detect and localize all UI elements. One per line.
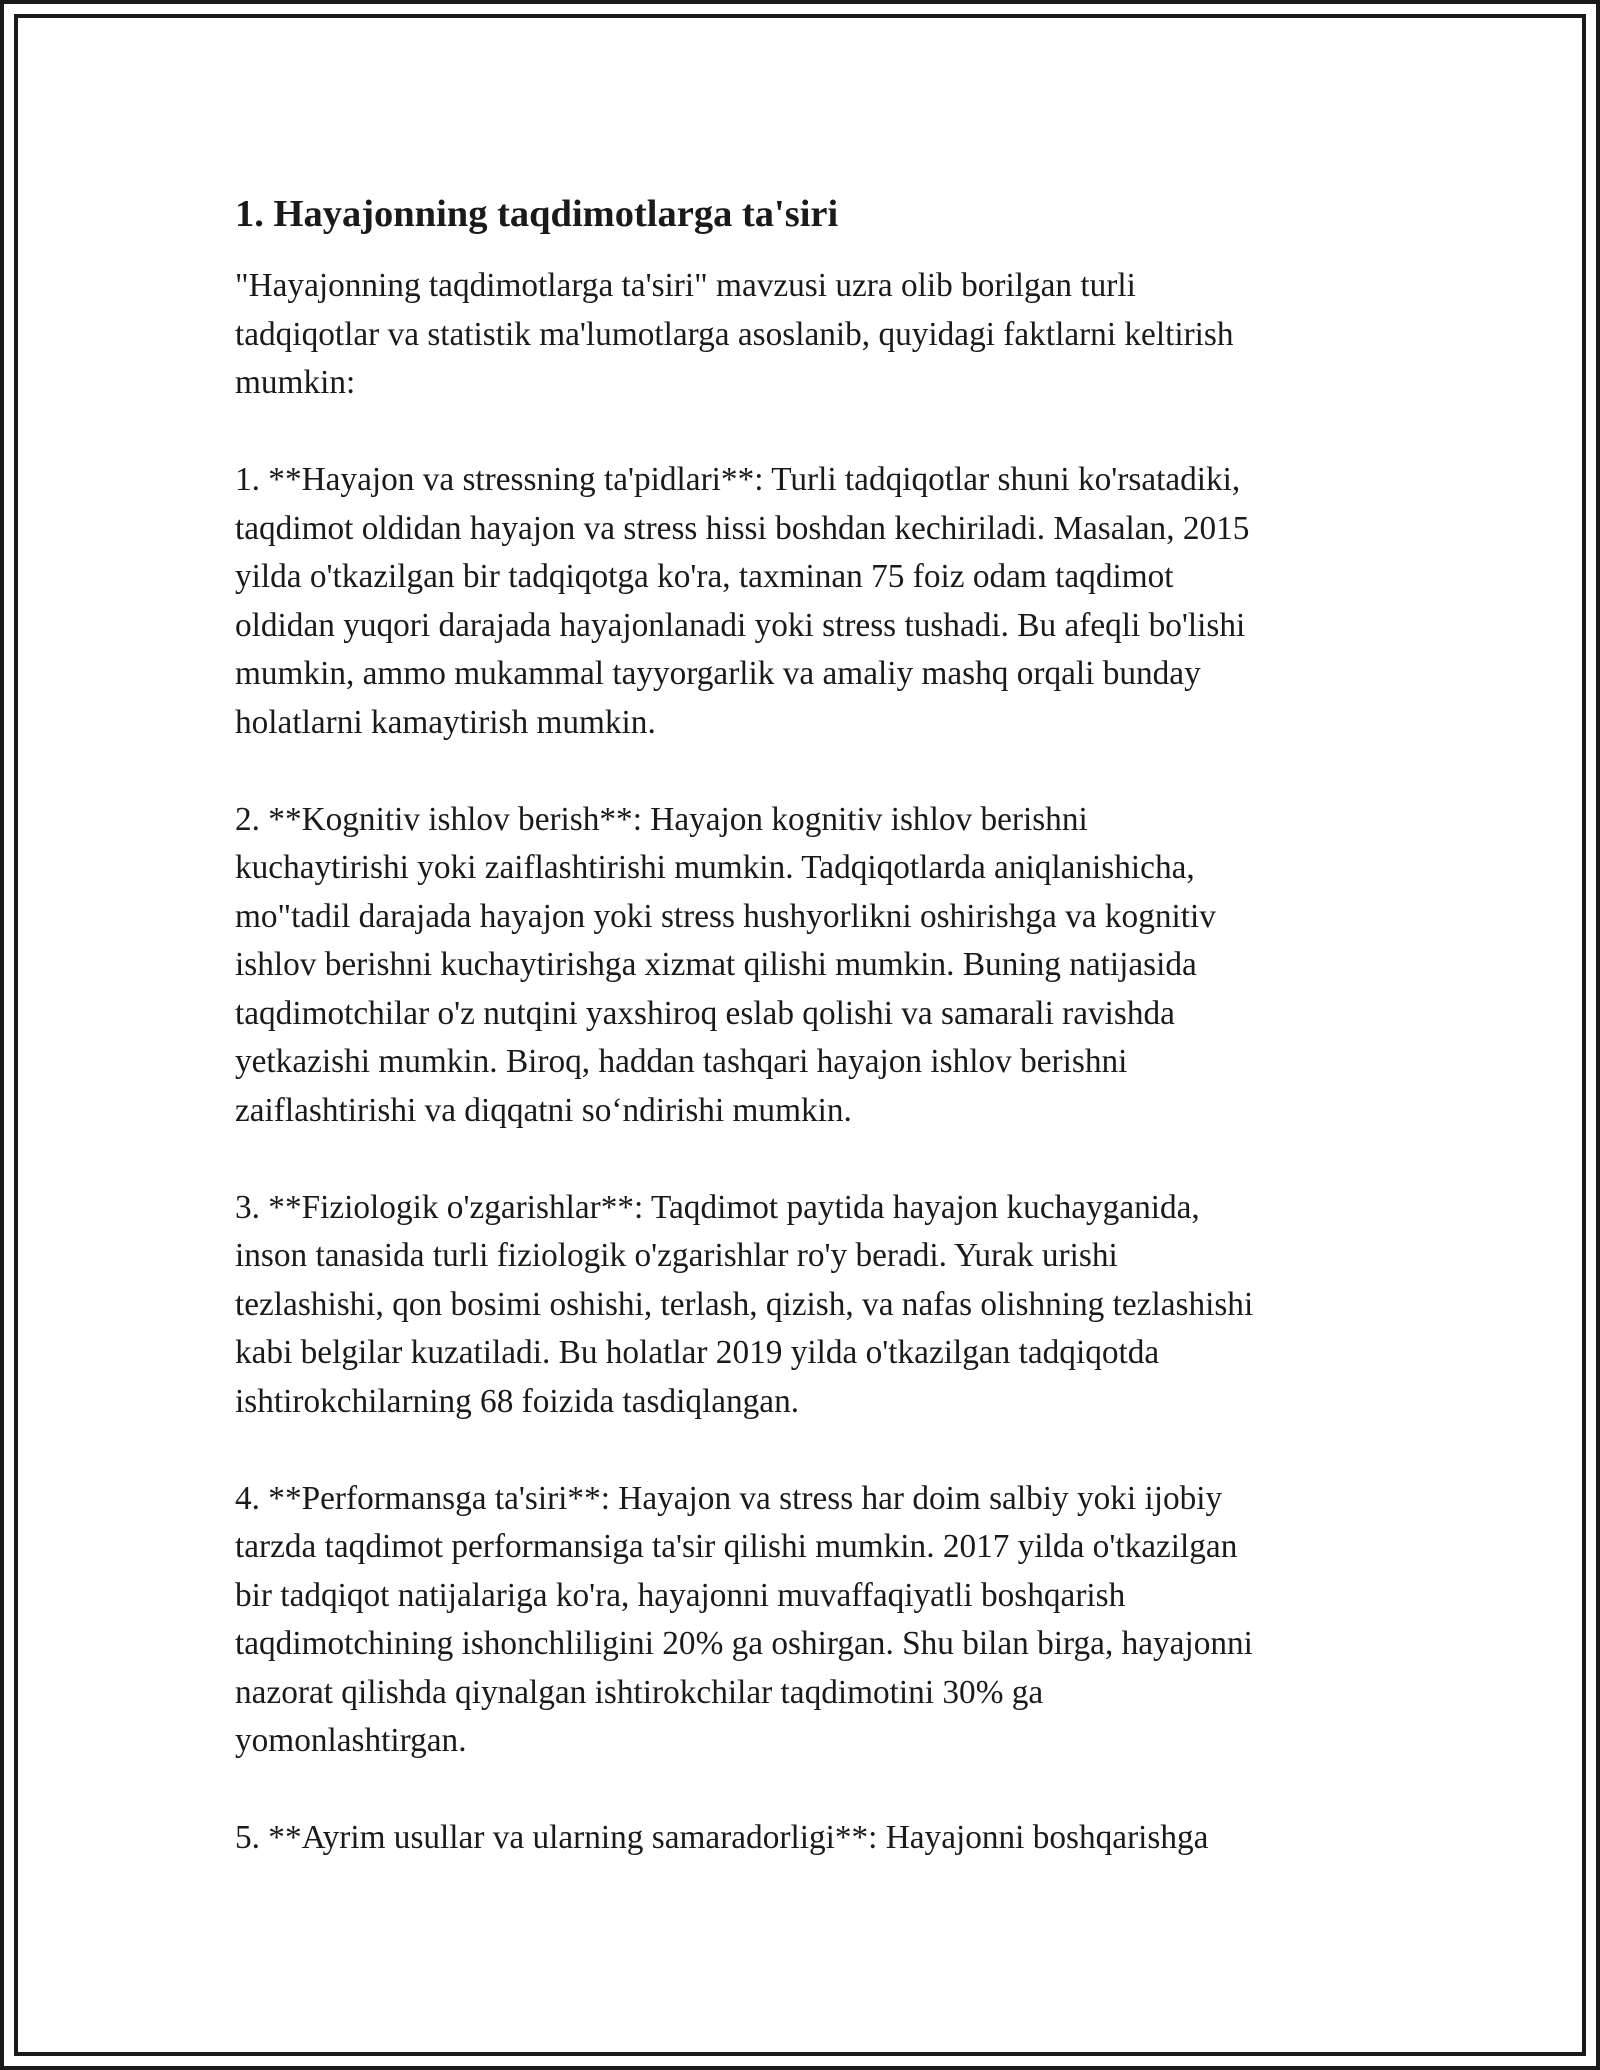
list-item-2-paragraph bbox=[235, 796, 1375, 1136]
text-line: tezlashishi, qon bosimi oshishi, terlash, qizish, va nafas olishning tezlashishi bbox=[235, 1285, 1254, 1323]
list-item-4-paragraph bbox=[235, 1475, 1375, 1766]
list-item-5-paragraph bbox=[235, 1814, 1375, 1863]
text-line: "Hayajonning taqdimotlarga ta'siri" mavzusi uzra olib borilgan turli bbox=[235, 267, 1136, 304]
text-line: inson tanasida turli fiziologik o'zgarishlar ro'y beradi. Yurak urishi bbox=[235, 1237, 1118, 1274]
text-line: taqdimot oldidan hayajon va stress hissi boshdan kechiriladi. Masalan, 2015 bbox=[235, 509, 1250, 547]
text-line: taqdimotchining ishonchliligini 20% ga oshirgan. Shu bilan birga, hayajonni bbox=[235, 1625, 1253, 1662]
text-line: kuchaytirishi yoki zaiflashtirishi mumkin. Tadqiqotlarda aniqlanishicha, bbox=[235, 849, 1195, 886]
intro-paragraph bbox=[235, 262, 1375, 408]
text-line: mumkin, ammo mukammal tayyorgarlik va amaliy mashq orqali bunday bbox=[235, 655, 1201, 692]
list-item-1-paragraph bbox=[235, 456, 1375, 747]
document-body bbox=[235, 186, 1375, 1911]
text-line: tarzda taqdimot performansiga ta'sir qilishi mumkin. 2017 yilda o'tkazilgan bbox=[235, 1528, 1238, 1565]
document-title: 1. Hayajonning taqdimotlarga ta'siri bbox=[235, 193, 839, 235]
text-line: mumkin: bbox=[235, 364, 356, 401]
text-line: yilda o'tkazilgan bir tadqiqotga ko'ra, taxminan 75 foiz odam taqdimot bbox=[235, 558, 1174, 595]
text-line: kabi belgilar kuzatiladi. Bu holatlar 2019 yilda o'tkazilgan tadqiqotda bbox=[235, 1334, 1160, 1371]
text-line: ishtirokchilarning 68 foizida tasdiqlangan. bbox=[235, 1382, 800, 1420]
text-line: taqdimotchilar o'z nutqini yaxshiroq eslab qolishi va samarali ravishda bbox=[235, 994, 1175, 1032]
text-line: oldidan yuqori darajada hayajonlanadi yoki stress tushadi. Bu afeqli bo'lishi bbox=[235, 606, 1246, 644]
text-line: nazorat qilishda qiynalgan ishtirokchilar taqdimotini 30% ga bbox=[235, 1673, 1044, 1711]
text-line: 3. **Fiziologik o'zgarishlar**: Taqdimot paytida hayajon kuchayganida, bbox=[235, 1188, 1200, 1226]
list-item-3-paragraph bbox=[235, 1184, 1375, 1427]
text-line: yetkazishi mumkin. Biroq, haddan tashqari hayajon ishlov berishni bbox=[235, 1043, 1128, 1080]
text-line: 1. **Hayajon va stressning ta'pidlari**: Turli tadqiqotlar shuni ko'rsatadiki, bbox=[235, 461, 1241, 498]
text-line: 4. **Performansga ta'siri**: Hayajon va stress har doim salbiy yoki ijobiy bbox=[235, 1479, 1223, 1517]
text-line: holatlarni kamaytirish mumkin. bbox=[235, 703, 656, 741]
text-line: tadqiqotlar va statistik ma'lumotlarga asoslanib, quyidagi faktlarni keltirish bbox=[235, 315, 1234, 353]
text-line: mo"tadil darajada hayajon yoki stress hushyorlikni oshirishga va kognitiv bbox=[235, 897, 1216, 935]
text-line: bir tadqiqot natijalariga ko'ra, hayajonni muvaffaqiyatli boshqarish bbox=[235, 1576, 1126, 1614]
text-line: yomonlashtirgan. bbox=[235, 1722, 467, 1759]
text-line: zaiflashtirishi va diqqatni so‘ndirishi mumkin. bbox=[235, 1091, 852, 1129]
text-line: 2. **Kognitiv ishlov berish**: Hayajon kognitiv ishlov berishni bbox=[235, 800, 1088, 838]
text-line: ishlov berishni kuchaytirishga xizmat qilishi mumkin. Buning natijasida bbox=[235, 946, 1197, 983]
text-line: 5. **Ayrim usullar va ularning samaradorligi**: Hayajonni boshqarishga bbox=[235, 1819, 1209, 1856]
